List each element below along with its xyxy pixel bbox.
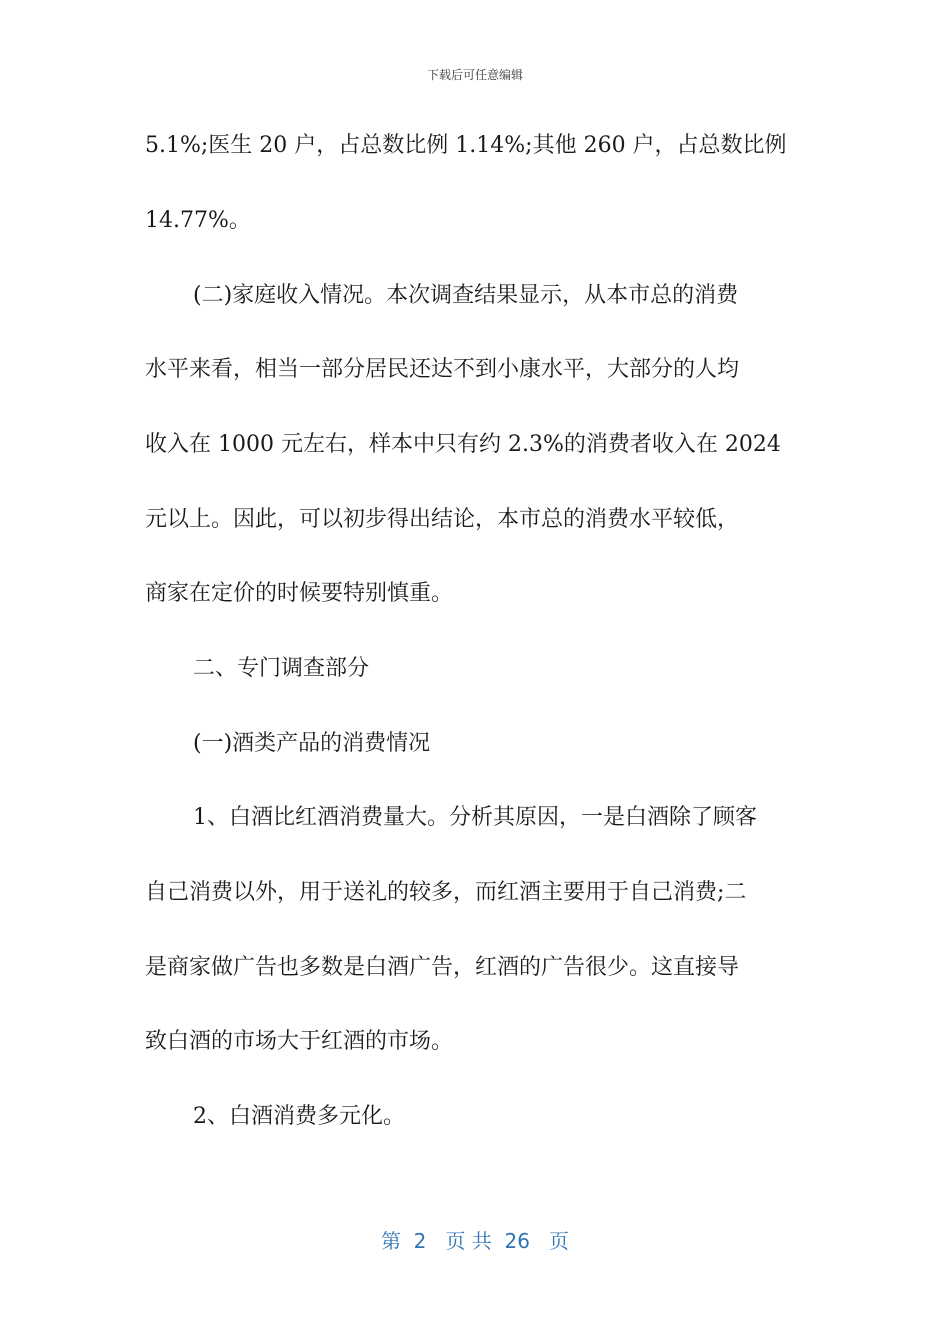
paragraph-heading-household-income: (二)家庭收入情况。本次调查结果显示，从本市总的消费	[193, 283, 739, 308]
body-line: 14.77%。	[145, 208, 251, 233]
page-number: 第 2 页 共 26 页	[380, 1229, 570, 1253]
body-line: 自己消费以外，用于送礼的较多，而红酒主要用于自己消费;二	[145, 880, 747, 905]
body-line: 水平来看，相当一部分居民还达不到小康水平，大部分的人均	[145, 357, 740, 382]
subsection-heading: (一)酒类产品的消费情况	[193, 731, 431, 756]
body-line: 元以上。因此，可以初步得出结论，本市总的消费水平较低，	[145, 507, 740, 532]
body-line: 2、白酒消费多元化。	[193, 1104, 405, 1129]
body-line: 5.1%;医生 20 户，占总数比例 1.14%;其他 260 户，占总数比例	[145, 133, 787, 158]
header-note: 下载后可任意编辑	[426, 68, 523, 82]
section-heading: 二、专门调查部分	[193, 656, 370, 681]
body-line: 1、白酒比红酒消费量大。分析其原因，一是白酒除了顾客	[193, 805, 757, 830]
body-line: 是商家做广告也多数是白酒广告，红酒的广告很少。这直接导	[145, 955, 740, 980]
body-line: 商家在定价的时候要特别慎重。	[145, 581, 454, 606]
body-line: 收入在 1000 元左右，样本中只有约 2.3%的消费者收入在 2024	[145, 432, 781, 457]
body-line: 致白酒的市场大于红酒的市场。	[145, 1029, 454, 1054]
